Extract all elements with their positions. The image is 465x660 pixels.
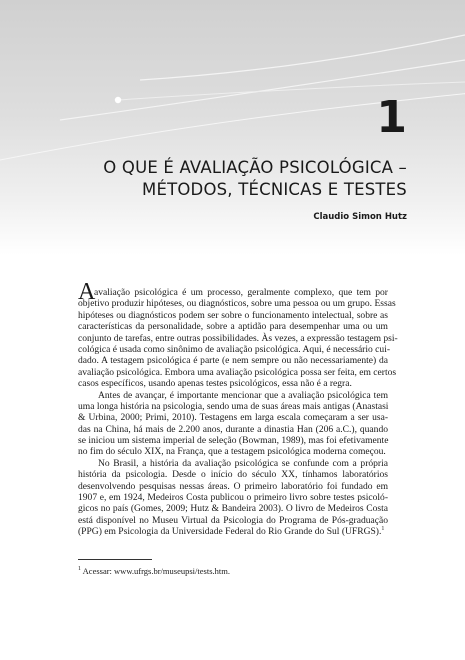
text-line: história da psicologia. Desde o início do século XX, tínhamos laboratórios <box>78 469 388 481</box>
chapter-title <box>27 157 407 201</box>
chapter-title-line: MÉTODOS, TÉCNICAS E TESTES <box>142 180 407 199</box>
text-line: conjunto de tarefas, entre outras possibilidades. Às vezes, a expressão testagem psi- <box>78 332 398 344</box>
text-line: cológica é usada como sinônimo de avaliação psicológica. Aqui, é necessário cui- <box>78 343 391 355</box>
paragraph <box>78 390 388 458</box>
chapter-title-line: O QUE É AVALIAÇÃO PSICOLÓGICA – <box>103 158 407 177</box>
text-line: casos específicos, usando apenas testes psicológicos, essa não é a regra. <box>78 378 352 390</box>
author-name: Claudio Simon Hutz <box>313 212 407 222</box>
footnote-marker: 1 <box>78 566 81 573</box>
text-line: no fim do século XIX, na França, que a testagem psicológica moderna começou. <box>78 446 386 458</box>
text-line <box>78 526 388 537</box>
text-line: características da personalidade, sobre a aptidão para desempenhar uma ou um <box>78 321 388 333</box>
text-line: & Urbina, 2000; Primi, 2010). Testagens em larga escala começaram a ser usa- <box>78 412 388 424</box>
footnote-text: Acessar: www.ufrgs.br/museupsi/tests.htm. <box>82 566 230 576</box>
text-line: está disponível no Museu Virtual da Psicologia do Programa de Pós-graduação <box>78 514 388 526</box>
text-line: gicos no país (Gomes, 2009; Hutz & Bandeira 2003). O livro de Medeiros Costa <box>78 503 388 515</box>
drop-cap: A <box>78 279 96 305</box>
text-line: dado. A testagem psicológica é parte (e nem sempre ou não necessariamente) da <box>78 355 388 367</box>
paragraph <box>78 279 398 390</box>
text-line: avaliação psicológica. Embora uma avaliação psicológica possa ser feita, em certos <box>78 366 397 378</box>
text-line: hipóteses ou diagnósticos podem ser sobre o funcionamento intelectual, sobre as <box>78 309 388 321</box>
text-line: desenvolvendo pesquisas nessas áreas. O primeiro laboratório foi fundado em <box>78 480 388 492</box>
text-line: Antes de avançar, é importante mencionar que a avaliação psicológica tem <box>98 389 388 401</box>
text-line: 1907 e, em 1924, Medeiros Costa publicou o primeiro livro sobre testes psicoló- <box>78 492 388 504</box>
text-line: No Brasil, a história da avaliação psicológica se confunde com a própria <box>98 457 388 469</box>
header-dot-icon <box>115 97 121 103</box>
text-line: avaliação psicológica é um processo, geralmente complexo, que tem por <box>94 287 388 298</box>
text-line: objetivo produzir hipóteses, ou diagnósticos, sobre uma pessoa ou um grupo. Essas <box>78 298 396 310</box>
footnote-divider <box>78 559 152 560</box>
text-line-content: (PPG) em Psicologia da Universidade Federal do Rio Grande do Sul (UFRGS). <box>78 526 382 538</box>
text-line: se iniciou um sistema imperial de seleção (Bowman, 1989), mas foi efetivamente <box>78 435 389 447</box>
text-line: uma longa história na psicologia, sendo uma de suas áreas mais antigas (Anastasi <box>78 400 389 412</box>
chapter-number: 1 <box>376 92 407 143</box>
paragraph <box>78 458 388 538</box>
footnote-reference[interactable]: 1 <box>381 526 385 533</box>
text-line: das na China, há mais de 2.200 anos, durante a dinastia Han (206 a.C.), quando <box>78 423 388 435</box>
body-text <box>78 279 398 538</box>
footnote <box>78 566 388 576</box>
chapter-header-band <box>0 0 465 255</box>
